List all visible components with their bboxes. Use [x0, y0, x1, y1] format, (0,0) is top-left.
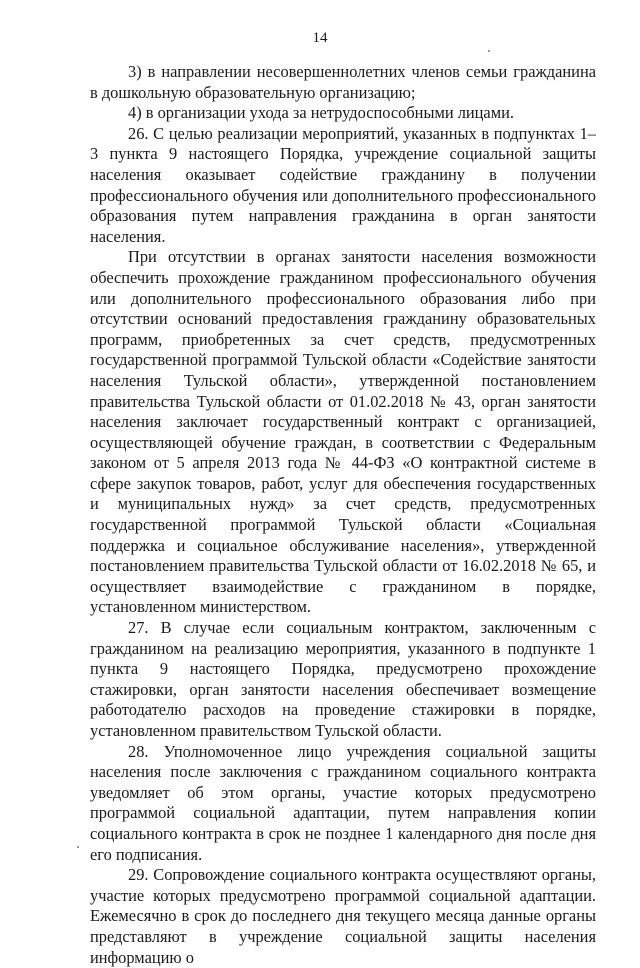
- paragraph-26-continued: При отсутствии в органах занятости населения возможности обеспечить прохождение гражданином профессионального обучения или дополнительного профессионального образования либо при отсутствии оснований предоставления гражданину образовательных программ, приобретенных за счет средств, предусмотренных государственной программой Тульской области «Содействие занятости населения Тульской области», утвержденной постановлением правительства Тульской области от 01.02.2018 № 43, орган занятости населения заключает государственный контракт с организацией, осуществляющей обучение граждан, в соответствии с Федеральным законом от 5 апреля 2013 года № 44-ФЗ «О контрактной системе в сфере закупок товаров, работ, услуг для обеспечения государственных и муниципальных нужд» за счет средств, предусмотренных государственной программой Тульской области «Социальная поддержка и социальное обслуживание населения», утвержденной постановлением правительства Тульской области от 16.02.2018 № 65, и осуществляет взаимодействие с гражданином в порядке, установленном министерством.: [90, 247, 596, 617]
- paragraph-28: 28. Уполномоченное лицо учреждения социальной защиты населения после заключения с гражданином социального контракта уведомляет об этом органы, участие которых предусмотрено программой социальной адаптации, путем направления копии социального контракта в срок не позднее 1 календарного дня после дня его подписания.: [90, 741, 596, 864]
- paragraph-29: 29. Сопровождение социального контракта осуществляют органы, участие которых предусмотрено программой социальной адаптации. Ежемесячно в срок до последнего дня текущего месяца данные органы представляют в учреждение социальной защиты населения информацию о: [90, 865, 596, 967]
- paragraph-27: 27. В случае если социальным контрактом, заключенным с гражданином на реализацию мероприятия, указанного в подпункте 1 пункта 9 настоящего Порядка, предусмотрено прохождение стажировки, орган занятости населения обеспечивает возмещение работодателю расходов на проведение стажировки в порядке, установленном правительством Тульской области.: [90, 618, 596, 740]
- paragraph-26: 26. С целью реализации мероприятий, указанных в подпунктах 1–3 пункта 9 настоящего Порядка, учреждение социальной защиты населения оказывает содействие гражданину в получении профессионального обучения или дополнительного профессионального образования путем направления гражданина в орган занятости населения.: [90, 123, 596, 246]
- paragraph-4-care: 4) в организации ухода за нетрудоспособными лицами.: [128, 103, 514, 123]
- document-body: [90, 62, 596, 968]
- page-number: 14: [312, 30, 328, 46]
- scan-speck: [488, 50, 490, 52]
- scan-speck: [77, 846, 79, 848]
- paragraph-3-preschool: 3) в направлении несовершеннолетних членов семьи гражданина в дошкольную образовательную организацию;: [90, 62, 596, 102]
